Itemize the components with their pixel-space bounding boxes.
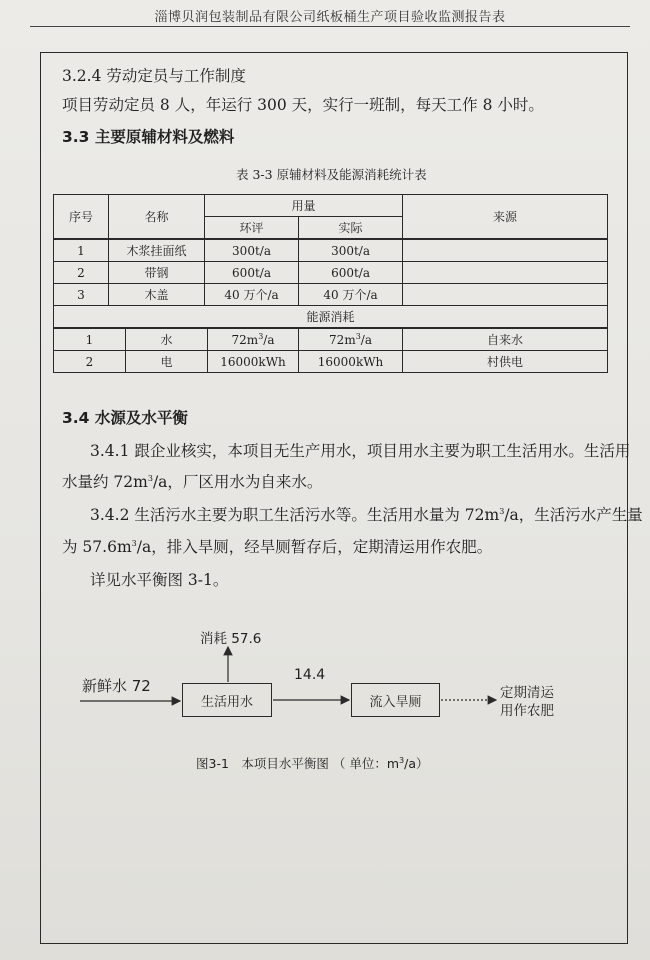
- section-324-text: 项目劳动定员 8 人，年运行 300 天，实行一班制，每天工作 8 小时。: [62, 96, 544, 114]
- header-amount: 用量: [205, 195, 403, 217]
- section-33-title: 3.3 主要原辅材料及燃料: [62, 128, 235, 146]
- cell-no: 1: [54, 239, 109, 262]
- cell-eia: 300t/a: [205, 239, 299, 262]
- value-text: 72m: [329, 332, 356, 347]
- header-eia: 环评: [205, 217, 299, 240]
- superscript: 3: [131, 538, 137, 548]
- cell-name: 木盖: [109, 284, 205, 306]
- fresh-water-label: 新鲜水 72: [82, 677, 151, 695]
- cell-actual: 40 万个/a: [299, 284, 403, 306]
- superscript: 3: [399, 755, 405, 765]
- cell-no: 3: [54, 284, 109, 306]
- unit-text: /a: [263, 332, 275, 347]
- energy-title: 能源消耗: [54, 306, 608, 329]
- text-segment: 图3-1 本项目水平衡图 （ 单位：m: [196, 756, 400, 771]
- page-header: 淄博贝润包装制品有限公司纸板桶生产项目验收监测报告表: [154, 10, 506, 25]
- section-34-title: 3.4 水源及水平衡: [62, 409, 188, 427]
- header-actual: 实际: [299, 217, 403, 240]
- latrine-box: 流入旱厕: [351, 683, 440, 717]
- cell-actual: 16000kWh: [299, 351, 403, 373]
- cell-actual: 300t/a: [299, 239, 403, 262]
- cell-name: 电: [126, 351, 208, 373]
- text-segment: 3.4.2 生活污水主要为职工生活污水等。生活用水量为 72m: [90, 506, 500, 524]
- cell-eia: 600t/a: [205, 262, 299, 284]
- value-text: 72m: [231, 332, 259, 347]
- header-name: 名称: [109, 195, 205, 240]
- text-segment: 水量约 72m: [62, 473, 148, 491]
- destination-line1: 定期清运: [500, 685, 554, 701]
- cell-source: 自来水: [403, 328, 608, 351]
- flow-value-label: 14.4: [294, 667, 326, 683]
- unit-text: /a: [360, 332, 372, 347]
- cell-eia: 16000kWh: [208, 351, 299, 373]
- text-segment: /a，生活污水产生量: [504, 506, 643, 524]
- domestic-water-box: 生活用水: [182, 683, 272, 717]
- table-caption: 表 3-3 原辅材料及能源消耗统计表: [236, 167, 427, 182]
- cell-source: 村供电: [403, 351, 608, 373]
- superscript: 3: [499, 506, 505, 516]
- text-segment: /a）: [404, 756, 429, 771]
- cell-no: 1: [54, 328, 126, 351]
- text-segment: /a，排入旱厕，经旱厕暂存后，定期清运用作农肥。: [136, 538, 493, 556]
- cell-actual: 600t/a: [299, 262, 403, 284]
- cell-name: 木浆挂面纸: [109, 239, 205, 262]
- cell-no: 2: [54, 351, 126, 373]
- cell-name: 带钢: [109, 262, 205, 284]
- cell-name: 水: [126, 328, 208, 351]
- consumption-label: 消耗 57.6: [200, 631, 262, 647]
- superscript: 3: [147, 473, 153, 483]
- para-341-line1: 3.4.1 跟企业核实，本项目无生产用水，项目用水主要为职工生活用水。生活用: [90, 442, 631, 460]
- superscript: 3: [258, 331, 264, 341]
- header-source: 来源: [403, 195, 608, 240]
- cell-eia: 40 万个/a: [205, 284, 299, 306]
- section-324-title: 3.2.4 劳动定员与工作制度: [62, 67, 246, 85]
- text-segment: 为 57.6m: [62, 538, 132, 556]
- para-see-figure: 详见水平衡图 3-1。: [90, 571, 229, 589]
- figure-caption: [196, 754, 429, 772]
- header-no: 序号: [54, 195, 109, 240]
- text-segment: /a，厂区用水为自来水。: [152, 473, 323, 491]
- destination-line2: 用作农肥: [500, 703, 554, 719]
- cell-no: 2: [54, 262, 109, 284]
- superscript: 3: [355, 331, 361, 341]
